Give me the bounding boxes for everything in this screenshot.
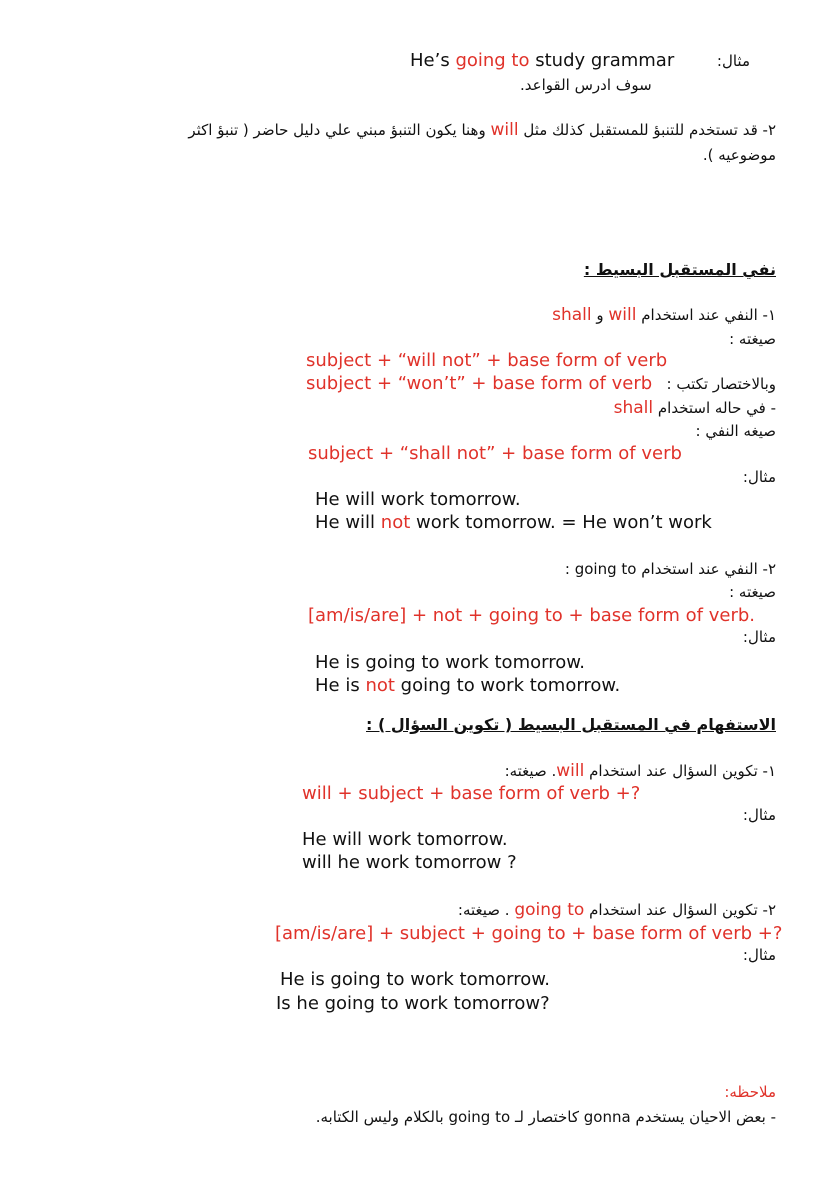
- question-point-2-title: ٢- تكوين السؤال عند استخدام going to . صيغته:: [457, 900, 776, 920]
- example-label: مثال:: [742, 628, 776, 646]
- form-label: صيغته :: [729, 330, 776, 348]
- note-label: ملاحظه:: [724, 1083, 776, 1101]
- formula-shall-not: subject + “shall not” + base form of verb: [308, 443, 682, 464]
- negation-example-3: He is going to work tomorrow.: [315, 652, 586, 673]
- formula-going-question: [am/is/are] + subject + going to + base form of verb +?: [275, 923, 783, 944]
- example-label: مثال:: [742, 946, 776, 964]
- example-translation: سوف ادرس القواعد.: [520, 76, 652, 94]
- formula-will-question: will + subject + base form of verb +?: [302, 783, 641, 804]
- question-example-1: He will work tomorrow.: [302, 829, 508, 850]
- example-sentence: He’s going to study grammar: [410, 50, 675, 71]
- negation-point-1-title: ١- النفي عند استخدام will و shall: [552, 305, 776, 325]
- question-point-1-title: ١- تكوين السؤال عند استخدام will. صيغته:: [504, 761, 776, 781]
- question-heading: الاستفهام في المستقبل البسيط ( تكوين السؤال ) :: [366, 715, 776, 734]
- example-label: مثال:: [716, 52, 750, 70]
- formula-going-not: [am/is/are] + not + going to + base form of verb.: [308, 605, 756, 626]
- short-form-label: وبالاختصار تكتب :: [666, 375, 776, 393]
- shall-case-label: - في حاله استخدام shall: [613, 398, 776, 418]
- example-label: مثال:: [742, 468, 776, 486]
- negation-point-2-title: ٢- النفي عند استخدام going to :: [564, 560, 776, 578]
- question-example-3: He is going to work tomorrow.: [280, 969, 551, 990]
- question-example-4: Is he going to work tomorrow?: [276, 993, 550, 1014]
- negation-example-4: He is not going to work tomorrow.: [315, 675, 621, 696]
- point-2-line-2: موضوعيه ).: [702, 146, 776, 164]
- negation-heading: نفي المستقبل البسيط :: [583, 260, 776, 279]
- formula-wont: subject + “won’t” + base form of verb: [306, 373, 653, 394]
- point-2-line-1: ٢- قد تستخدم للتنبؤ للمستقبل كذلك مثل will وهنا يكون التنبؤ مبني علي دليل حاضر ( تنبؤ اكثر: [188, 120, 776, 140]
- question-example-2: will he work tomorrow ?: [302, 852, 517, 873]
- example-label: مثال:: [742, 806, 776, 824]
- negative-form-label: صيغه النفي :: [695, 422, 776, 440]
- form-label: صيغته :: [729, 583, 776, 601]
- negation-example-1: He will work tomorrow.: [315, 489, 521, 510]
- note-text: - بعض الاحيان يستخدم gonna كاختصار لـ going to بالكلام وليس الكتابه.: [315, 1108, 776, 1126]
- negation-example-2: He will not work tomorrow. = He won’t work: [315, 512, 712, 533]
- formula-will-not: subject + “will not” + base form of verb: [306, 350, 668, 371]
